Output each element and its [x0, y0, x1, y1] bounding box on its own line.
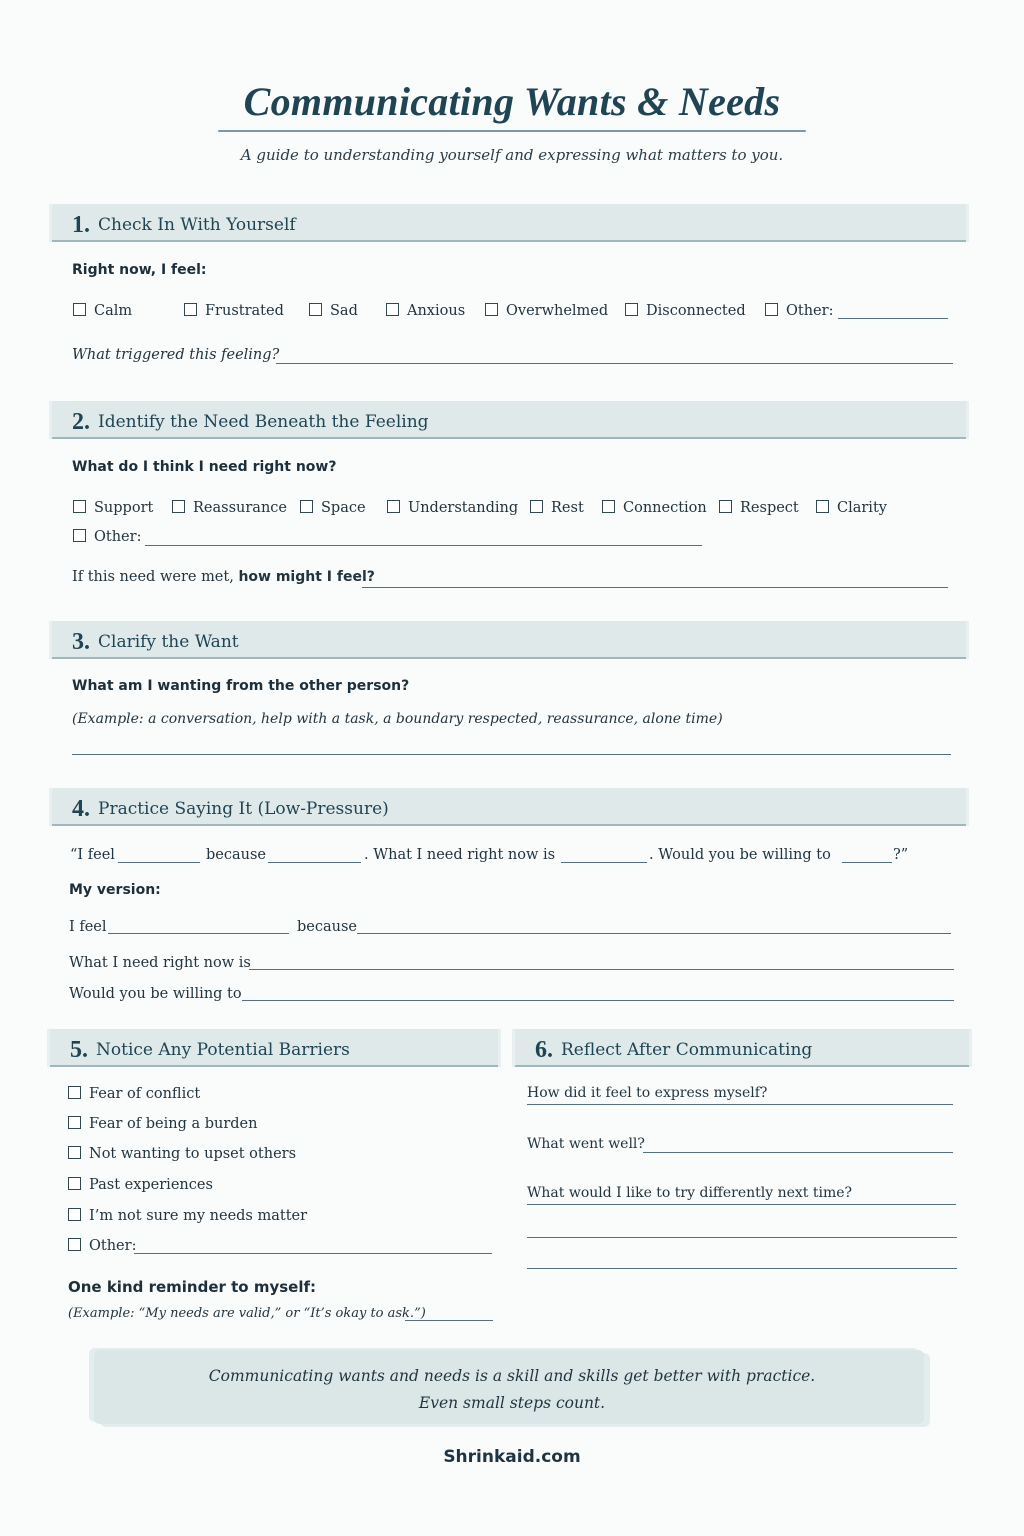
reflect-q1-input[interactable]: [527, 1104, 953, 1105]
checkbox-past-experiences[interactable]: [68, 1177, 213, 1193]
other-feeling-input[interactable]: [838, 318, 948, 319]
checkbox-box[interactable]: [816, 500, 829, 513]
brand-name: Shrinkaid.com: [443, 1447, 581, 1467]
checkbox-label: Space: [321, 500, 366, 516]
section-3-title: Clarify the Want: [98, 632, 239, 652]
template-need: . What I need right now is: [364, 847, 556, 863]
checkbox-other-barrier[interactable]: [68, 1238, 136, 1254]
section-1-title: Check In With Yourself: [98, 215, 296, 235]
checkbox-label: Past experiences: [89, 1177, 213, 1193]
template-blank-feel: [118, 862, 200, 863]
my-willing-input[interactable]: [242, 1000, 954, 1001]
checkbox-box[interactable]: [387, 500, 400, 513]
checkbox-box[interactable]: [172, 500, 185, 513]
checkbox-label: Other:: [94, 529, 142, 545]
reflect-q2-input[interactable]: [643, 1152, 953, 1153]
checkbox-label: Fear of being a burden: [89, 1116, 258, 1132]
checkbox-overwhelmed[interactable]: [485, 303, 608, 319]
reminder-input[interactable]: [405, 1320, 493, 1321]
checkbox-box[interactable]: [765, 303, 778, 316]
template-blank-because: [268, 862, 361, 863]
checkbox-not-upset[interactable]: [68, 1146, 296, 1162]
template-willing: . Would you be willing to: [649, 847, 831, 863]
reflect-q3: What would I like to try differently next time?: [527, 1185, 853, 1201]
checkbox-label: I’m not sure my needs matter: [89, 1208, 308, 1224]
checkbox-label: Sad: [330, 303, 358, 319]
checkbox-other-feeling[interactable]: [765, 303, 833, 319]
checkbox-label: Clarity: [837, 500, 887, 516]
checkbox-label: Reassurance: [193, 500, 287, 516]
my-i-feel-label: I feel: [69, 919, 107, 935]
other-barrier-input[interactable]: [134, 1253, 492, 1254]
checkbox-label: Understanding: [408, 500, 519, 516]
other-need-input[interactable]: [145, 545, 702, 546]
checkbox-label: Connection: [623, 500, 707, 516]
checkbox-connection[interactable]: [602, 500, 707, 516]
section-2-title: Identify the Need Beneath the Feeling: [98, 412, 429, 432]
checkbox-label: Disconnected: [646, 303, 746, 319]
reflect-q1: How did it feel to express myself?: [527, 1085, 768, 1101]
checkbox-clarity[interactable]: [816, 500, 887, 516]
want-prompt: What am I wanting from the other person?: [72, 678, 410, 694]
feel-prompt: Right now, I feel:: [72, 262, 207, 278]
want-example: (Example: a conversation, help with a task, a boundary respected, reassurance, alone time): [72, 711, 723, 727]
checkbox-box[interactable]: [73, 529, 86, 542]
section-6-title: Reflect After Communicating: [561, 1040, 813, 1060]
checkbox-label: Support: [94, 500, 154, 516]
checkbox-frustrated[interactable]: [184, 303, 284, 319]
footer-line-1: Communicating wants and needs is a skill and skills get better with practice.: [208, 1367, 816, 1385]
section-5-number: 5.: [70, 1037, 88, 1063]
checkbox-box[interactable]: [68, 1146, 81, 1159]
my-version-label: My version:: [69, 882, 161, 898]
need-met-bold: how might I feel?: [238, 569, 375, 585]
checkbox-box[interactable]: [309, 303, 322, 316]
template-blank-need: [561, 862, 647, 863]
checkbox-calm[interactable]: [73, 303, 132, 319]
section-1-header: [52, 204, 966, 242]
checkbox-box[interactable]: [73, 303, 86, 316]
checkbox-box[interactable]: [530, 500, 543, 513]
my-because-input[interactable]: [357, 933, 951, 934]
section-3-number: 3.: [72, 629, 90, 655]
checkbox-other-need[interactable]: [73, 529, 141, 545]
checkbox-box[interactable]: [68, 1208, 81, 1221]
reminder-example: (Example: “My needs are valid,” or “It’s okay to ask.”): [68, 1306, 426, 1321]
section-2-number: 2.: [72, 409, 90, 435]
checkbox-box[interactable]: [68, 1177, 81, 1190]
checkbox-label: Other:: [89, 1238, 137, 1254]
section-5-title: Notice Any Potential Barriers: [96, 1040, 350, 1060]
want-input[interactable]: [72, 754, 951, 755]
checkbox-sad[interactable]: [309, 303, 358, 319]
checkbox-box[interactable]: [68, 1116, 81, 1129]
checkbox-label: Calm: [94, 303, 133, 319]
checkbox-label: Rest: [551, 500, 584, 516]
checkbox-box[interactable]: [73, 500, 86, 513]
checkbox-box[interactable]: [386, 303, 399, 316]
reflect-q2: What went well?: [527, 1136, 645, 1152]
section-3-header: [52, 621, 966, 659]
need-met-prompt: [72, 569, 375, 585]
template-because: because: [206, 847, 266, 863]
section-6-header: [515, 1029, 969, 1067]
reminder-label: One kind reminder to myself:: [68, 1278, 317, 1296]
checkbox-support[interactable]: [73, 500, 153, 516]
checkbox-fear-burden[interactable]: [68, 1116, 257, 1132]
need-met-input[interactable]: [362, 587, 948, 588]
section-5-header: [50, 1029, 498, 1067]
checkbox-disconnected[interactable]: [625, 303, 746, 319]
reflect-q3-input[interactable]: [527, 1204, 956, 1205]
footer-line-2: Even small steps count.: [418, 1394, 606, 1412]
my-need-label: What I need right now is: [69, 955, 251, 971]
checkbox-understanding[interactable]: [387, 500, 518, 516]
section-1-number: 1.: [72, 212, 90, 238]
checkbox-label: Fear of conflict: [89, 1086, 201, 1102]
section-4-header: [52, 788, 966, 826]
footer-banner: [94, 1350, 924, 1424]
checkbox-box[interactable]: [300, 500, 313, 513]
checkbox-box[interactable]: [68, 1086, 81, 1099]
checkbox-label: Anxious: [407, 303, 466, 319]
checkbox-box[interactable]: [485, 303, 498, 316]
checkbox-respect[interactable]: [719, 500, 799, 516]
checkbox-label: Frustrated: [205, 303, 284, 319]
need-prompt: What do I think I need right now?: [72, 459, 337, 475]
checkbox-rest[interactable]: [530, 500, 584, 516]
checkbox-label: Not wanting to upset others: [89, 1146, 297, 1162]
trigger-prompt: What triggered this feeling?: [72, 347, 280, 363]
checkbox-label: Overwhelmed: [506, 303, 609, 319]
reflect-q3-input-line3[interactable]: [527, 1268, 957, 1269]
page-subtitle: A guide to understanding yourself and expressing what matters to you.: [240, 146, 784, 164]
checkbox-box[interactable]: [602, 500, 615, 513]
section-4-number: 4.: [72, 796, 90, 822]
my-because-label: because: [297, 919, 357, 935]
checkbox-box[interactable]: [68, 1238, 81, 1251]
my-feel-input[interactable]: [108, 933, 289, 934]
template-i-feel: “I feel: [70, 847, 115, 863]
template-end: ?”: [893, 847, 909, 863]
my-willing-label: Would you be willing to: [69, 986, 242, 1002]
template-blank-willing: [842, 862, 892, 863]
section-4-title: Practice Saying It (Low-Pressure): [98, 799, 389, 819]
reflect-q3-input-line2[interactable]: [527, 1237, 957, 1238]
checkbox-label: Respect: [740, 500, 799, 516]
checkbox-box[interactable]: [625, 303, 638, 316]
checkbox-label: Other:: [786, 303, 834, 319]
checkbox-fear-conflict[interactable]: [68, 1086, 200, 1102]
my-need-input[interactable]: [249, 969, 954, 970]
checkbox-anxious[interactable]: [386, 303, 465, 319]
checkbox-needs-matter[interactable]: [68, 1208, 307, 1224]
page-title: Communicating Wants & Needs: [243, 79, 781, 124]
checkbox-reassurance[interactable]: [172, 500, 287, 516]
section-2-header: [52, 401, 966, 439]
trigger-input[interactable]: [276, 363, 953, 364]
need-met-prefix: If this need were met,: [72, 569, 234, 585]
title-underline: [218, 130, 806, 132]
checkbox-space[interactable]: [300, 500, 366, 516]
section-6-number: 6.: [535, 1037, 553, 1063]
checkbox-box[interactable]: [184, 303, 197, 316]
checkbox-box[interactable]: [719, 500, 732, 513]
